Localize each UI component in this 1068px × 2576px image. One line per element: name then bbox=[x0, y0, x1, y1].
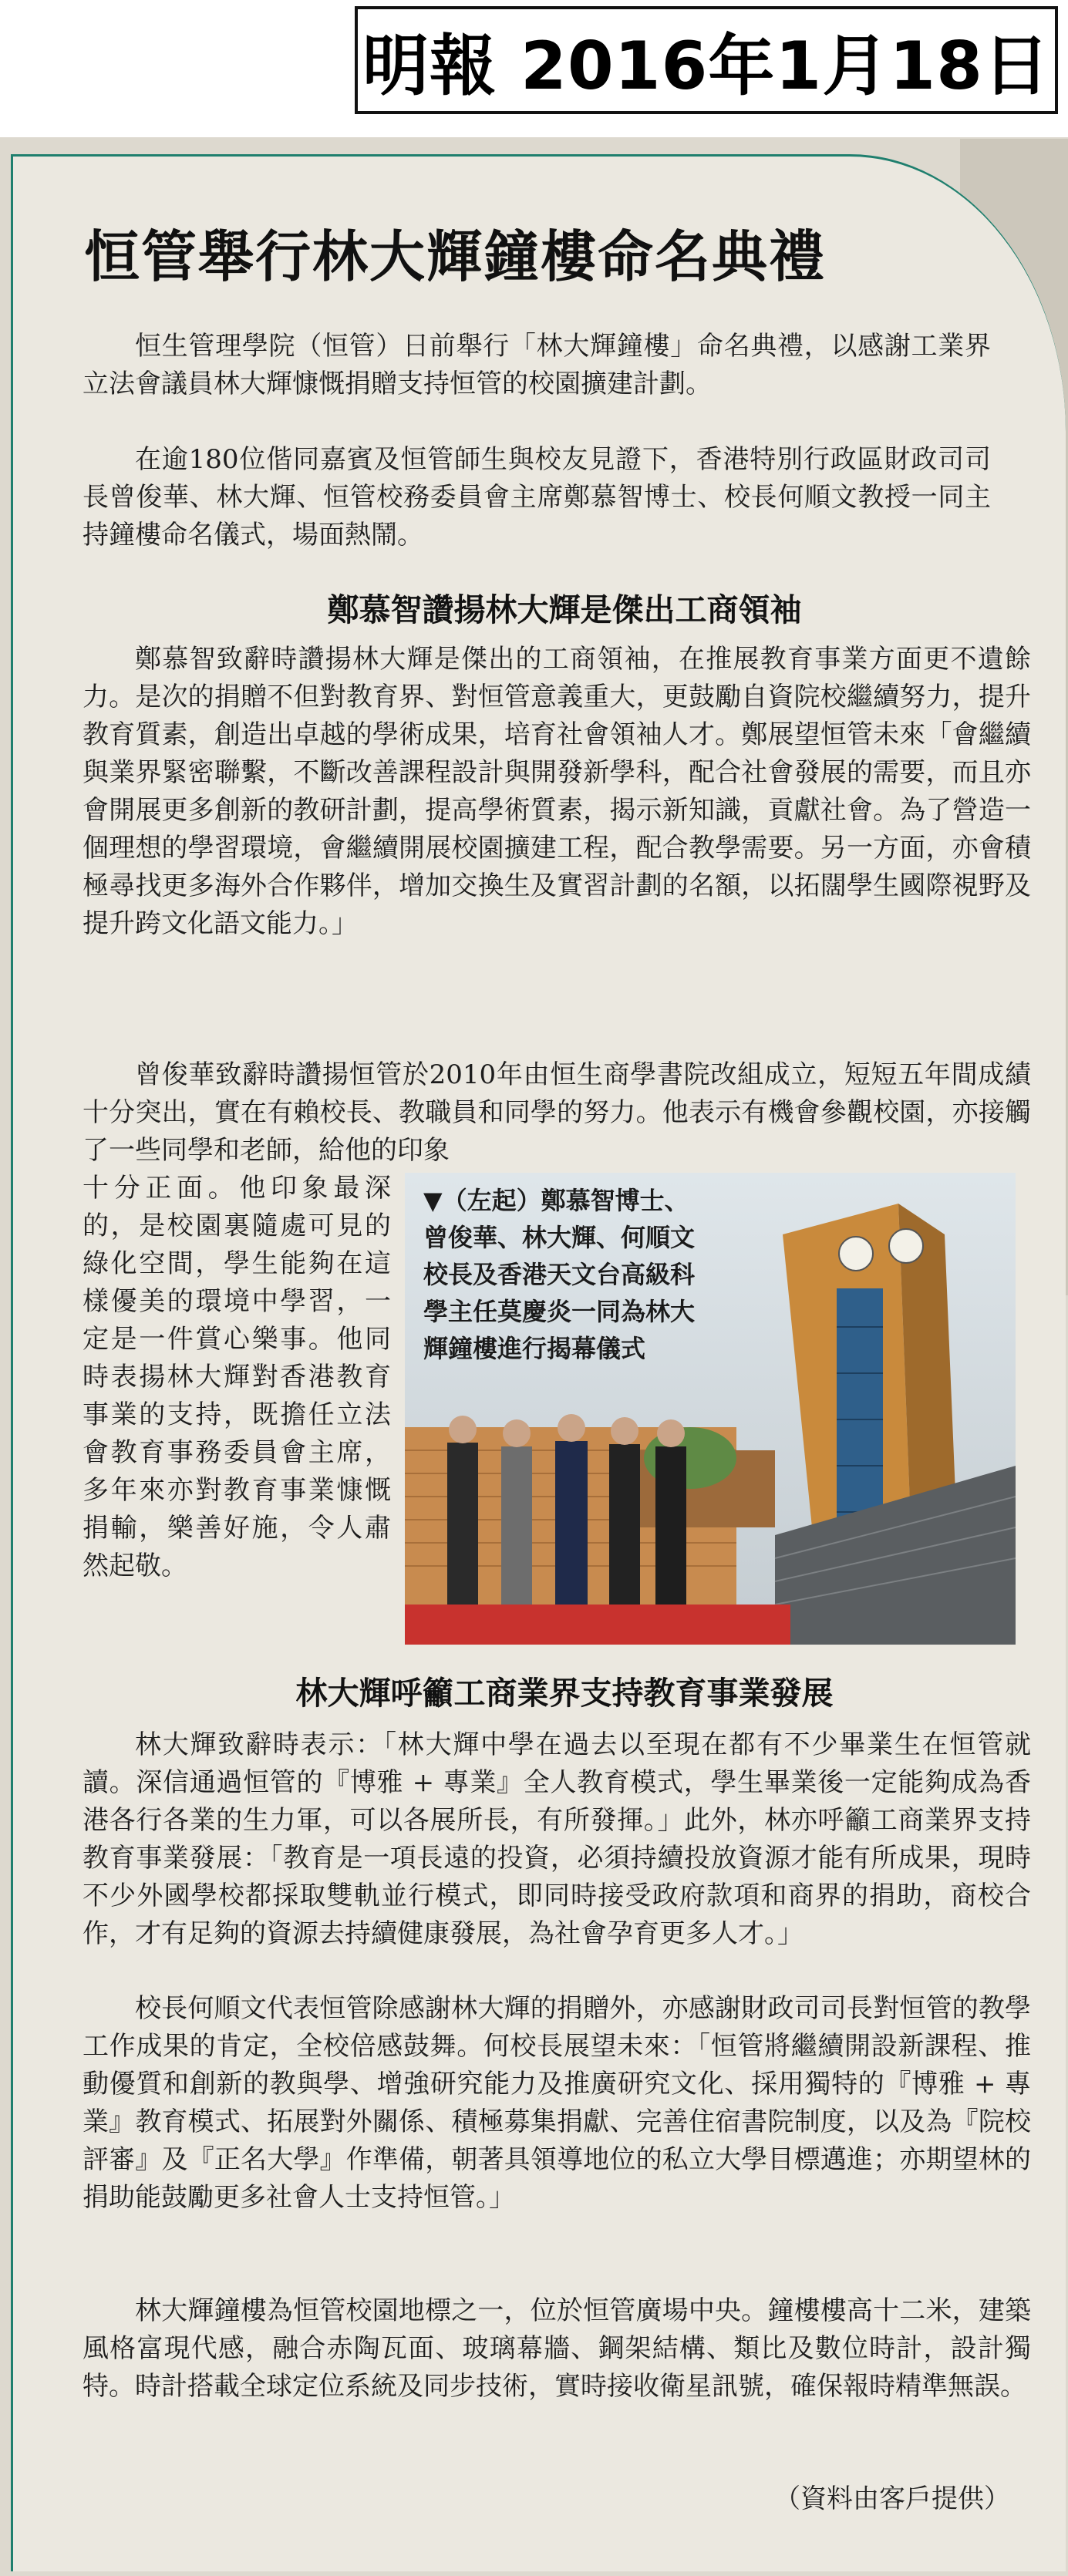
intro-paragraph-1: 恒生管理學院（恒管）日前舉行「林大輝鐘樓」命名典禮，以感謝工業界立法會議員林大輝慷慨捐贈支持恒管的校園擴建計劃。 bbox=[83, 331, 991, 399]
masthead-text: 明報 2016年1月18日 bbox=[362, 28, 1050, 105]
article-frame bbox=[11, 154, 1066, 2571]
section1-paragraph-2-continued: 十分正面。他印象最深的，是校園裏隨處可見的綠化空間，學生能夠在這樣優美的環境中學習，一定是一件賞心樂事。他同時表揚林大輝對香港教育事業的支持，既擔任立法會教育事務委員會主席，多年來亦對教育事業慷慨捐輸，樂善好施，令人肅然起敬。 bbox=[83, 1173, 391, 1581]
source-credit: （資料由客戶提供） bbox=[774, 2483, 1010, 2514]
photo-caption: ▼（左起）鄭慕智博士、曾俊華、林大輝、何順文校長及香港天文台高級科學主任莫慶炎一同為林大輝鐘樓進行揭幕儀式 bbox=[423, 1186, 696, 1363]
article-headline: 恒管舉行林大輝鐘樓命名典禮 bbox=[84, 224, 827, 289]
newspaper-masthead bbox=[355, 6, 1058, 114]
section1-paragraph-2: 曾俊華致辭時讚揚恒管於2010年由恒生商學書院改組成立，短短五年間成績十分突出，實在有賴校長、教職員和同學的努力。他表示有機會參觀校園，亦接觸了一些同學和老師，給他的印象 bbox=[83, 1059, 1031, 1166]
subhead-lam: 林大輝呼籲工商業界支持教育事業發展 bbox=[295, 1675, 834, 1712]
section2-paragraph-2: 校長何順文代表恒管除感謝林大輝的捐贈外，亦感謝財政司司長對恒管的教學工作成果的肯定，全校倍感鼓舞。何校長展望未來：「恒管將繼續開設新課程、推動優質和創新的教與學、增強研究能力及推廣研究文化、採用獨特的『博雅 + 專業』教育模式、拓展對外關係、積極募集捐獻、完善住宿書院制度，以及為『院校評審』及『正名大學』作準備，朝著具領導地位的私立大學目標邁進；亦期望林的捐助能鼓勵更多社會人士支持恒管。」 bbox=[83, 1993, 1031, 2213]
intro-paragraph-2: 在逾180位偕同嘉賓及恒管師生與校友見證下，香港特別行政區財政司司長曾俊華、林大輝、恒管校務委員會主席鄭慕智博士、校長何順文教授一同主持鐘樓命名儀式，場面熱鬧。 bbox=[83, 444, 991, 551]
section2-paragraph-1: 林大輝致辭時表示：「林大輝中學在過去以至現在都有不少畢業生在恒管就讀。深信通過恒管的『博雅 + 專業』全人教育模式，學生畢業後一定能夠成為香港各行各業的生力軍，可以各展所長，有所發揮。」此外，林亦呼籲工商業界支持教育事業發展：「教育是一項長遠的投資，必須持續投放資源才能有所成果，現時不少外國學校都採取雙軌並行模式，即同時接受政府款項和商界的捐助，商校合作，才有足夠的資源去持續健康發展，為社會孕育更多人才。」 bbox=[83, 1729, 1031, 1949]
subhead-zheng: 鄭慕智讚揚林大輝是傑出工商領袖 bbox=[327, 591, 802, 628]
section1-paragraph-1: 鄭慕智致辭時讚揚林大輝是傑出的工商領袖，在推展教育事業方面更不遺餘力。是次的捐贈不但對教育界、對恒管意義重大，更鼓勵自資院校繼續努力，提升教育質素，創造出卓越的學術成果，培育社會領袖人才。鄭展望恒管未來「會繼續與業界緊密聯繫，不斷改善課程設計與開發新學科，配合社會發展的需要，而且亦會開展更多創新的教研計劃，提高學術質素，揭示新知識，貢獻社會。為了營造一個理想的學習環境，會繼續開展校園擴建工程，配合教學需要。另一方面，亦會積極尋找更多海外合作夥伴，增加交換生及實習計劃的名額，以拓闊學生國際視野及提升跨文化語文能力。」 bbox=[83, 644, 1031, 939]
section2-paragraph-3: 林大輝鐘樓為恒管校園地標之一，位於恒管廣場中央。鐘樓樓高十二米，建築風格富現代感，融合赤陶瓦面、玻璃幕牆、鋼架結構、類比及數位時計，設計獨特。時計搭載全球定位系統及同步技術，實時接收衛星訊號，確保報時精準無誤。 bbox=[83, 2295, 1031, 2402]
